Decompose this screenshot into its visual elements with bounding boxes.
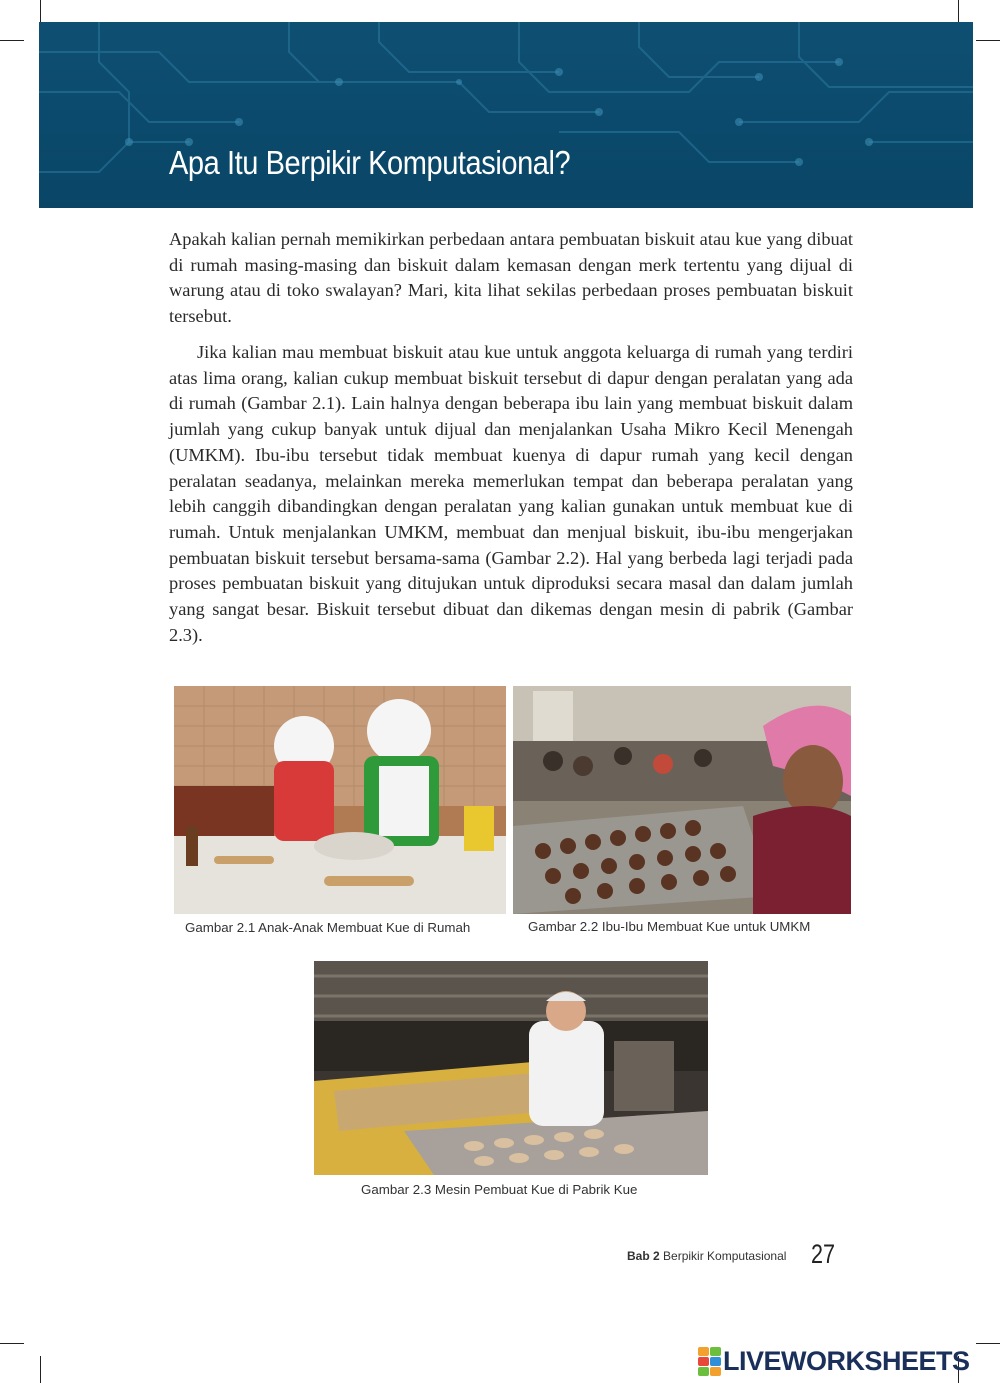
figure-women-baking-photo xyxy=(513,686,851,914)
chapter-label: Bab 2 xyxy=(627,1249,660,1263)
brand-name: LIVEWORKSHEETS xyxy=(723,1345,970,1376)
chapter-footer xyxy=(627,1249,786,1263)
crop-mark xyxy=(0,1343,24,1344)
crop-mark xyxy=(40,1356,41,1383)
figure-factory-machine-photo xyxy=(314,961,708,1175)
figure-caption: Gambar 2.1 Anak-Anak Membuat Kue di Rumah xyxy=(185,920,471,935)
liveworksheets-logo xyxy=(698,1346,970,1376)
chapter-title: Berpikir Komputasional xyxy=(663,1249,787,1263)
crop-mark xyxy=(40,0,41,22)
paragraph-intro: Apakah kalian pernah memikirkan perbedaan antara pembuatan biskuit atau kue yang dibuat di rumah masing-masing dan biskuit dalam kemasan dengan merk tertentu yang dijual di warung atau di toko swalayan? Mari, kita lihat sekilas perbedaan proses pembuatan biskuit tersebut. xyxy=(169,229,853,327)
crop-mark xyxy=(0,40,24,41)
figure-caption: Gambar 2.3 Mesin Pembuat Kue di Pabrik Kue xyxy=(361,1182,638,1197)
chapter-header-banner xyxy=(39,22,973,208)
brand-blocks-icon xyxy=(698,1347,720,1375)
section-title: Apa Itu Berpikir Komputasional? xyxy=(169,144,571,181)
crop-mark xyxy=(976,1343,1000,1344)
paragraph-main: Jika kalian mau membuat biskuit atau kue untuk anggota keluarga di rumah yang terdiri atas lima orang, kalian cukup membuat biskuit tersebut di dapur dengan peralatan yang ada di rumah (Gambar 2.1). Lain halnya dengan beberapa ibu lain yang membuat biskuit dalam jumlah yang cukup banyak untuk dijual dan menjalankan Usaha Mikro Kecil Menengah (UMKM). Ibu-ibu tersebut tidak membuat kuenya di dapur rumah yang kecil dengan peralatan seadanya, melainkan mereka memerlukan tempat dan beberapa peralatan yang lebih canggih dibandingkan dengan peralatan yang kalian gunakan untuk membuat kue di rumah. Untuk menjalankan UMKM, membuat dan menjual biskuit, ibu-ibu mengerjakan pembuatan biskuit tersebut bersama-sama (Gambar 2.2). Hal yang berbeda lagi terjadi pada proses pembuatan biskuit yang ditujukan untuk diproduksi secara masal dan dalam jumlah yang sangat besar. Biskuit tersebut dibuat dan dikemas dengan mesin di pabrik (Gambar 2.3). xyxy=(169,342,853,645)
crop-mark xyxy=(958,0,959,22)
figure-caption: Gambar 2.2 Ibu-Ibu Membuat Kue untuk UMKM xyxy=(528,919,811,934)
page-number: 27 xyxy=(811,1239,836,1269)
figure-children-baking-photo xyxy=(174,686,506,914)
crop-mark xyxy=(976,40,1000,41)
